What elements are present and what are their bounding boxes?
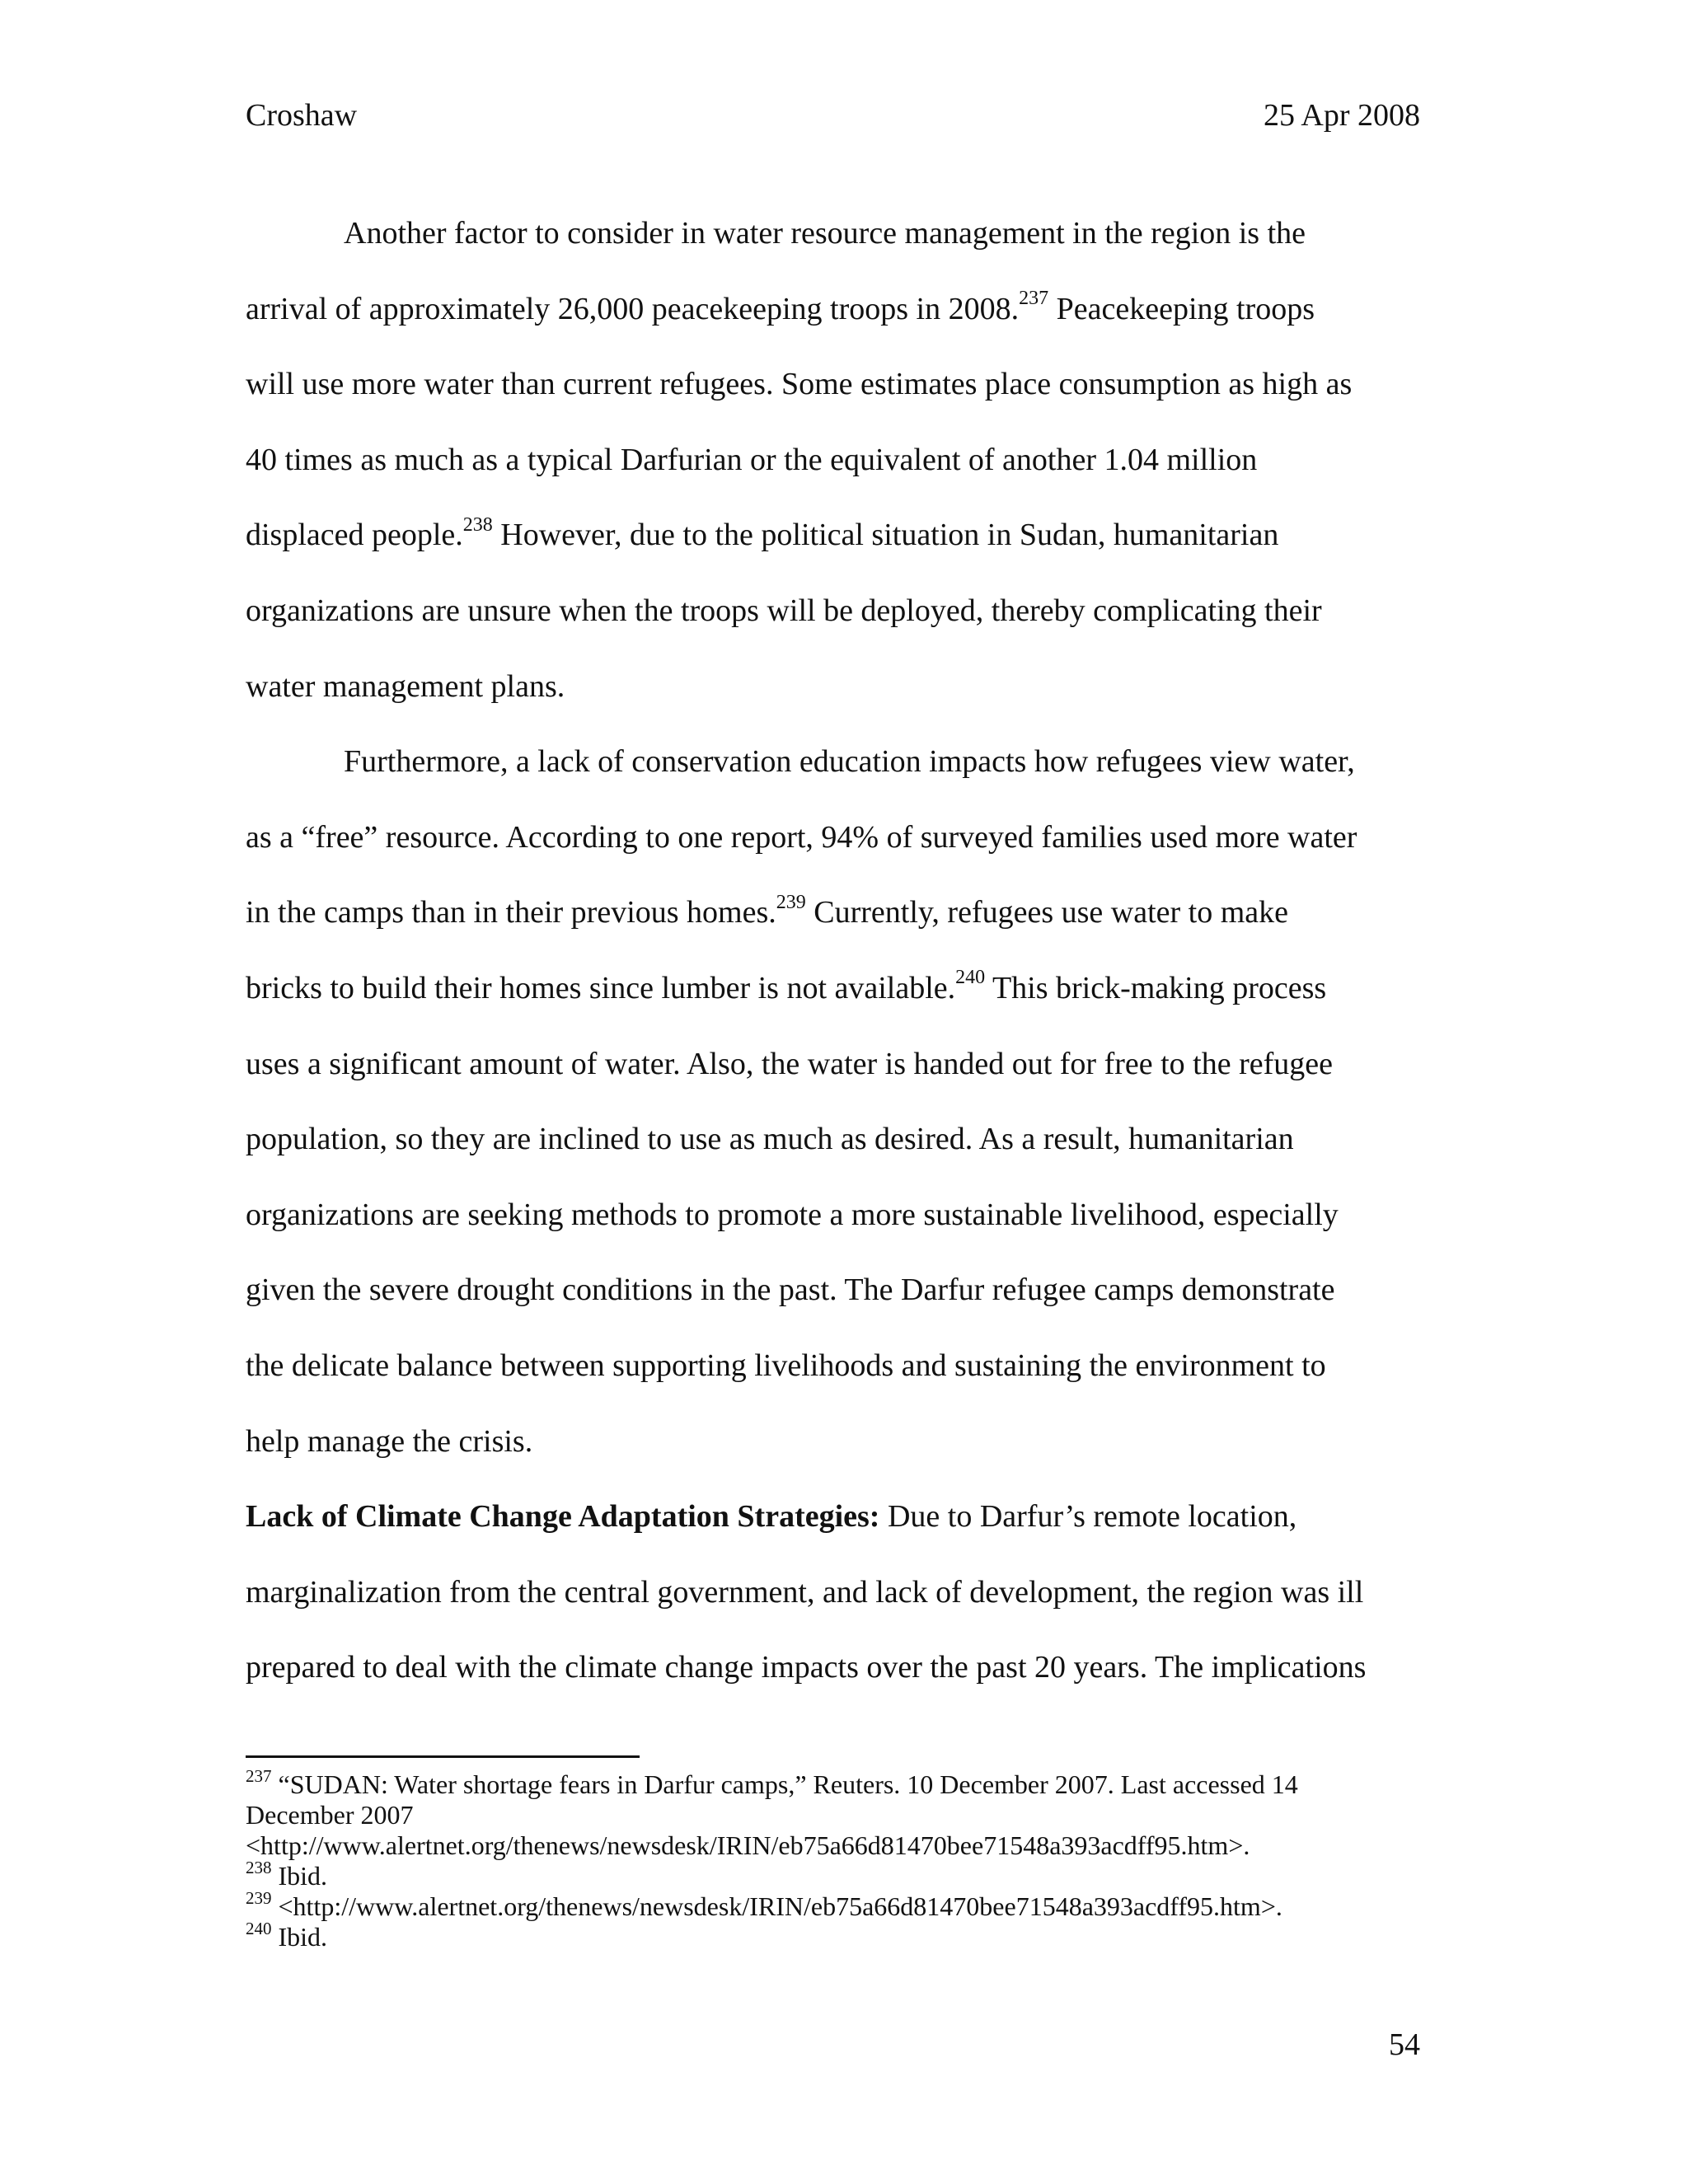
body-line <box>246 1253 1432 1329</box>
text-run: population, so they are inclined to use as much as desired. As a result, humanitarian <box>246 1122 1294 1157</box>
text-run: help manage the crisis. <box>246 1423 533 1459</box>
text-run: marginalization from the central government, and lack of development, the region was ill <box>246 1574 1364 1610</box>
body-line <box>246 347 1432 423</box>
footnote-text: <http://www.alertnet.org/thenews/newsdesk/IRIN/eb75a66d81470bee71548a393acdff95.htm>. <box>271 1891 1282 1921</box>
footnotes <box>246 1766 1432 1952</box>
text-run: organizations are seeking methods to promote a more sustainable livelihood, especially <box>246 1197 1339 1232</box>
body-line <box>246 498 1432 574</box>
text-run: Due to Darfur’s remote location, <box>879 1499 1297 1535</box>
text-run: However, due to the political situation in Sudan, humanitarian <box>492 518 1279 553</box>
footnote-237-url <box>246 1830 1432 1861</box>
body-line <box>246 875 1432 951</box>
footnote-number: 237 <box>246 1766 272 1787</box>
body-line <box>246 724 1432 800</box>
body-line <box>246 800 1432 876</box>
footnote-240 <box>246 1919 1432 1952</box>
text-run: will use more water than current refugees. Some estimates place consumption as high as <box>246 367 1353 402</box>
section-heading: Lack of Climate Change Adaptation Strategies: <box>246 1499 880 1535</box>
text-run: arrival of approximately 26,000 peacekeeping troops in 2008. <box>246 291 1020 326</box>
text-run: 40 times as much as a typical Darfurian or the equivalent of another 1.04 million <box>246 442 1258 477</box>
body-line <box>246 1555 1432 1631</box>
footnote-ref-238: 238 <box>462 513 493 536</box>
text-run: prepared to deal with the climate change impacts over the past 20 years. The implications <box>246 1650 1367 1685</box>
body-line <box>246 1178 1432 1254</box>
text-run: as a “free” resource. According to one report, 94% of surveyed families used more water <box>246 819 1357 855</box>
text-run: in the camps than in their previous homes. <box>246 895 776 930</box>
footnote-text: <http://www.alertnet.org/thenews/newsdesk/IRIN/eb75a66d81470bee71548a393acdff95.htm>. <box>246 1830 1250 1860</box>
page-number: 54 <box>1389 2027 1420 2062</box>
footnote-ref-237: 237 <box>1019 287 1049 309</box>
body-text <box>246 196 1432 1706</box>
header-author: Croshaw <box>246 98 358 133</box>
text-run: Another factor to consider in water resource management in the region is the <box>344 216 1306 251</box>
footnote-text: Ibid. <box>271 1922 328 1952</box>
footnote-number: 238 <box>246 1858 272 1878</box>
body-line <box>246 1479 1432 1555</box>
text-run: water management plans. <box>246 668 565 704</box>
text-run: This brick-making process <box>985 970 1327 1005</box>
text-run: Peacekeeping troops <box>1048 291 1315 326</box>
body-line <box>246 574 1432 649</box>
body-line <box>246 272 1432 348</box>
text-run: bricks to build their homes since lumber is not available. <box>246 970 956 1005</box>
body-line <box>246 196 1432 272</box>
body-line <box>246 423 1432 499</box>
footnote-number: 239 <box>246 1888 272 1909</box>
footnote-237 <box>246 1766 1432 1800</box>
text-run: displaced people. <box>246 518 463 553</box>
footnote-237-cont <box>246 1800 1432 1830</box>
footnote-ref-239: 239 <box>776 891 806 913</box>
body-line <box>246 1329 1432 1404</box>
footnote-text: “SUDAN: Water shortage fears in Darfur camps,” Reuters. 10 December 2007. Last accessed 14 <box>271 1769 1298 1799</box>
footnote-text: Ibid. <box>271 1861 328 1891</box>
body-line <box>246 1630 1432 1706</box>
text-run: organizations are unsure when the troops will be deployed, thereby complicating their <box>246 593 1322 628</box>
header-date: 25 Apr 2008 <box>1264 98 1420 133</box>
body-line <box>246 951 1432 1027</box>
body-line <box>246 649 1432 725</box>
footnote-238 <box>246 1858 1432 1891</box>
body-line <box>246 1027 1432 1103</box>
footnote-text: December 2007 <box>246 1800 414 1830</box>
text-run: Currently, refugees use water to make <box>805 895 1289 930</box>
footnote-number: 240 <box>246 1919 272 1939</box>
footnote-separator <box>246 1755 640 1758</box>
body-line <box>246 1404 1432 1480</box>
text-run: uses a significant amount of water. Also, the water is handed out for free to the refugee <box>246 1046 1334 1081</box>
text-run: Furthermore, a lack of conservation education impacts how refugees view water, <box>344 744 1355 780</box>
body-line <box>246 1102 1432 1178</box>
footnote-239 <box>246 1888 1432 1922</box>
text-run: the delicate balance between supporting livelihoods and sustaining the environment to <box>246 1347 1326 1383</box>
text-run: given the severe drought conditions in the past. The Darfur refugee camps demonstrate <box>246 1272 1335 1308</box>
footnote-ref-240: 240 <box>955 967 986 989</box>
